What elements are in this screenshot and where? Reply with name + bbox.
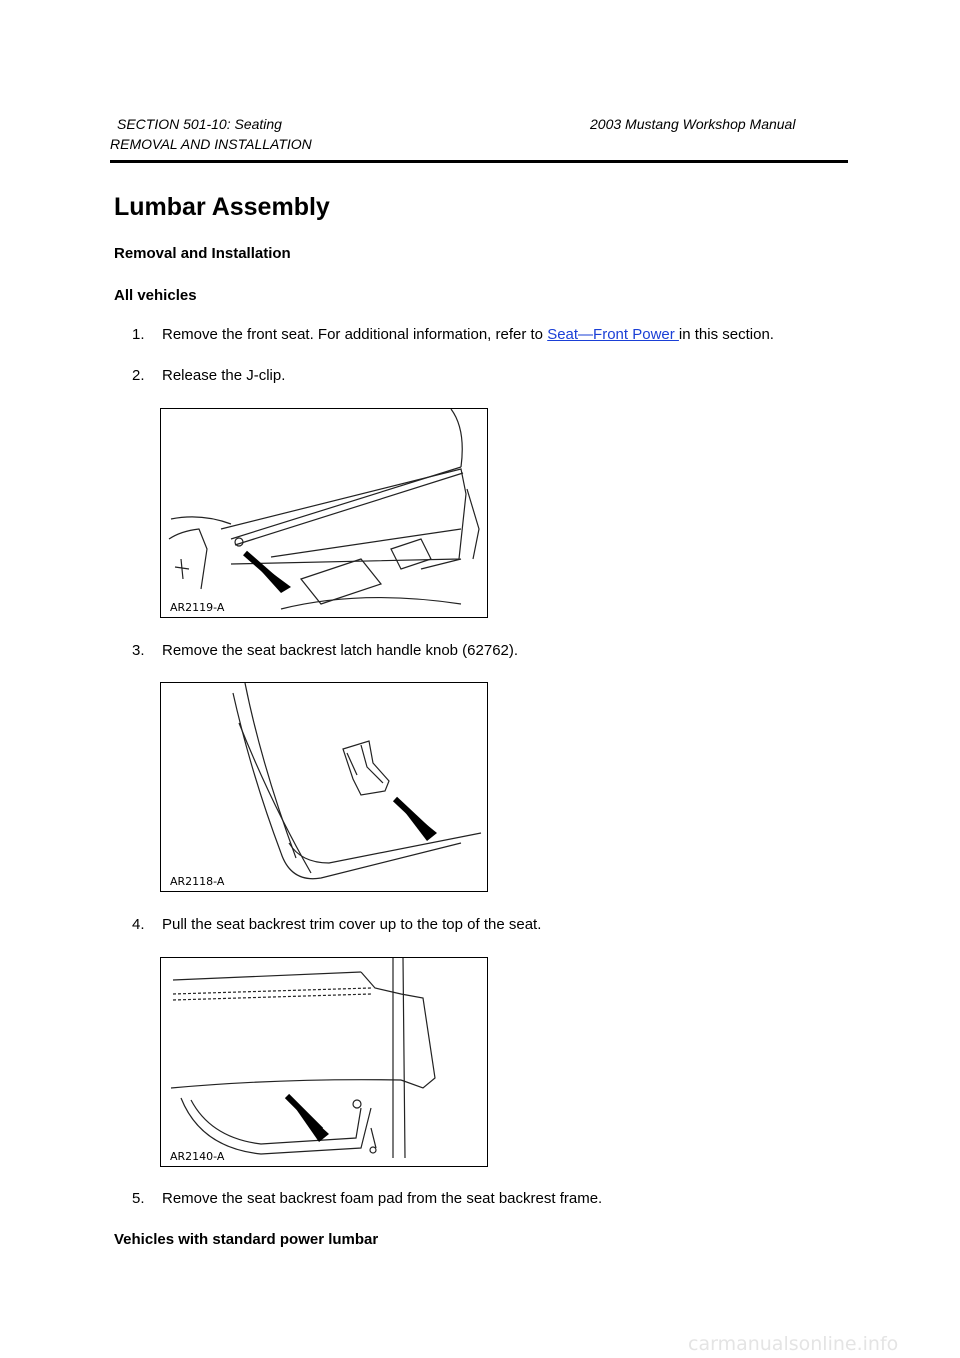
figure-j-clip — [160, 408, 488, 618]
step-2 — [132, 367, 285, 384]
step-3 — [132, 642, 518, 659]
step-number: 5. — [132, 1190, 145, 1207]
step-number: 4. — [132, 916, 145, 933]
step-text: Remove the seat backrest foam pad from the seat backrest frame. — [162, 1190, 603, 1207]
header-subsection: REMOVAL AND INSTALLATION — [110, 136, 312, 152]
step-number: 2. — [132, 367, 145, 384]
watermark: carmanualsonline.info — [688, 1333, 899, 1355]
step-5 — [132, 1190, 602, 1207]
figure-caption: AR2119-A — [170, 601, 225, 614]
figure-latch-handle-knob — [160, 682, 488, 892]
header-manual-title: 2003 Mustang Workshop Manual — [590, 116, 796, 132]
section-heading: Vehicles with standard power lumbar — [114, 1231, 379, 1248]
step-text: Remove the seat backrest latch handle knob (62762). — [162, 642, 519, 659]
page-title: Lumbar Assembly — [114, 193, 330, 221]
step-4 — [132, 916, 541, 933]
step-number: 1. — [132, 326, 145, 343]
j-clip-illustration — [161, 409, 488, 618]
figure-trim-cover — [160, 957, 488, 1167]
figure-caption: AR2118-A — [170, 875, 225, 888]
figure-caption: AR2140-A — [170, 1150, 225, 1163]
header-section: SECTION 501-10: Seating — [117, 116, 282, 132]
step-1 — [132, 326, 774, 343]
step-text: Pull the seat backrest trim cover up to the top of the seat. — [162, 916, 542, 933]
latch-knob-illustration — [161, 683, 488, 892]
step-text: Remove the front seat. For additional information, refer to — [162, 326, 548, 343]
seat-front-power-link[interactable]: Seat—Front Power — [547, 326, 679, 343]
step-number: 3. — [132, 642, 145, 659]
procedure-heading: Removal and Installation — [114, 245, 291, 262]
trim-cover-illustration — [161, 958, 488, 1167]
header-rule — [110, 160, 848, 163]
step-text-tail: in this section. — [678, 326, 774, 343]
group-heading: All vehicles — [114, 287, 197, 304]
step-text: Release the J-clip. — [162, 367, 286, 384]
